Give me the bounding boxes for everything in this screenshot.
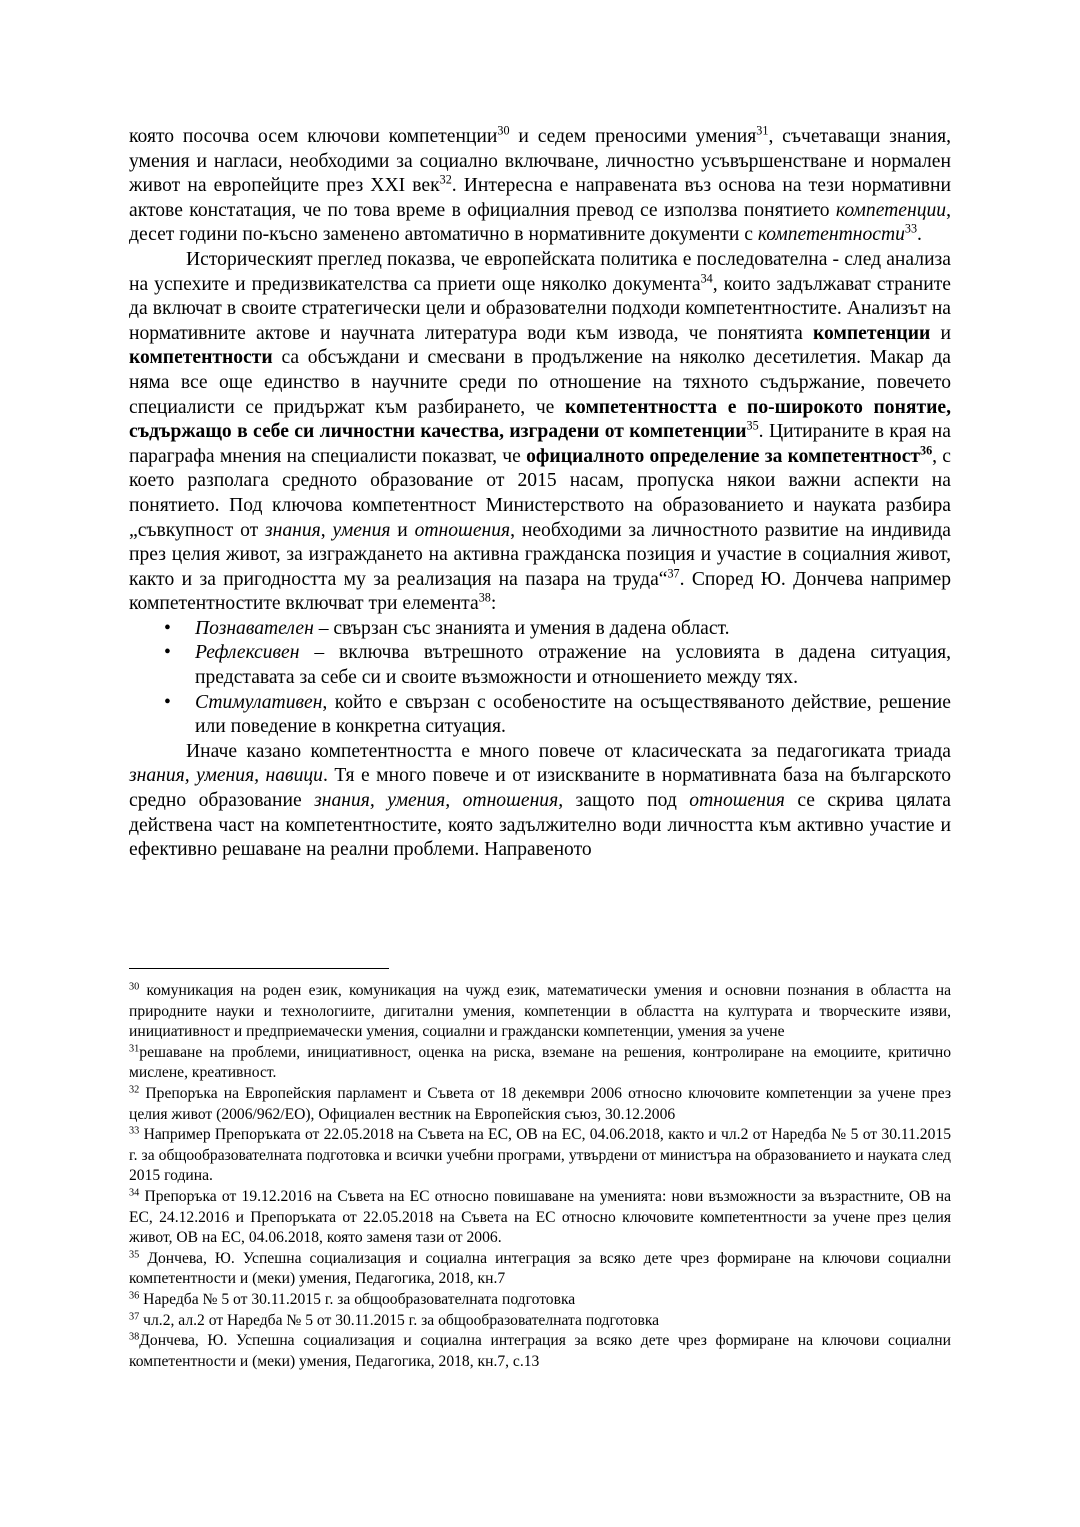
bold-term: компетентността е по-широкото понятие, съдържащо в себе си личностни качества, изградени от компетенции <box>129 396 951 443</box>
footnote <box>129 1187 951 1249</box>
footnote-text: Например Препоръката от 22.05.2018 на Съвета на ЕС, ОВ на ЕС, 04.06.2018, както и чл.2 от Наредба № 5 от 30.11.2015 г. за общообразователната подготовка и всички учебни програми, утвърдени от министъра на образованието и науката след 2015 година. <box>129 1126 951 1185</box>
text-run: . Цитираните в края на параграфа мнения на специалисти показват, че <box>129 421 951 467</box>
text-run: . Тя е много повече и от изискваните в нормативната база на българското средно образование <box>129 765 951 812</box>
text-run: . Според Ю. Дончева например компетентностите включват три елемента <box>129 568 951 615</box>
text-run: , който е свързан с особеностите на осъществяваното действие, решение или поведение в конкретна ситуация. <box>195 691 951 738</box>
italic-term: Стимулативен <box>195 691 323 713</box>
footnote-number: 30 <box>129 981 140 993</box>
italic-term: знания <box>265 519 321 541</box>
paragraph-1 <box>129 125 951 248</box>
text-run: която посочва осем ключови компетенции <box>129 126 498 147</box>
italic-term: умения <box>332 519 391 541</box>
footnote-text: Дончева, Ю. Успешна социализация и социална интеграция за всяко дете чрез формиране на ключови социални компетентности и (меки) умения, Педагогика, 2018, кн.7, с.13 <box>129 1332 951 1370</box>
footnote-number: 36 <box>129 1290 140 1302</box>
footnote-number: 32 <box>129 1084 140 1096</box>
italic-term: отношения <box>414 519 511 541</box>
footnote-ref: 36 <box>920 443 933 458</box>
footnote-ref: 30 <box>497 123 510 138</box>
text-run: се скрива цялата действена част на компетентностите, която задължително води личността към активно участие и ефективно решаване на реални проблеми. Направеното <box>129 790 951 861</box>
footnote-number: 31 <box>129 1043 140 1055</box>
footnote-text: Дончева, Ю. Успешна социализация и социална интеграция за всяко дете чрез формиране на ключови социални компетентности и (меки) умения, Педагогика, 2018, кн.7 <box>129 1249 951 1288</box>
footnote-number: 35 <box>129 1249 140 1261</box>
footnote-ref: 32 <box>439 172 452 187</box>
italic-term: знания, умения, отношения, <box>314 790 564 812</box>
footnote <box>129 1043 951 1084</box>
text-run: свързан със знанията и умения в дадена област. <box>328 617 730 639</box>
italic-term: компетентности <box>757 224 905 246</box>
footnote-number: 34 <box>129 1187 140 1199</box>
italic-term: Познавателен – <box>195 617 329 639</box>
footnote <box>129 1311 951 1332</box>
footnote-text: Наредба № 5 от 30.11.2015 г. за общообразователната подготовка <box>139 1290 576 1308</box>
text-run: включва вътрешното отражение на условията в дадена ситуация, представата за себе си и своите възможности и отношението между тях. <box>195 642 952 689</box>
bold-term: компетентности <box>129 347 273 369</box>
text-run: и седем преносими умения <box>509 126 757 147</box>
text-run: , <box>320 519 333 541</box>
italic-term: Рефлексивен – <box>195 642 325 664</box>
footnote <box>129 1084 951 1125</box>
text-run: , които задължават страните да включат в своите стратегически цели и образователни подходи компетентностите. Анализът на нормативните актове и научната литература води към извода, че понятията <box>129 273 951 344</box>
footnote <box>129 1331 951 1372</box>
footnote-ref: 37 <box>667 566 680 581</box>
footnote-number: 33 <box>129 1125 140 1137</box>
text-run: : <box>490 593 497 615</box>
footnote-separator <box>129 968 389 969</box>
footnote-text: Препоръка от 19.12.2016 на Съвета на ЕС относно повишаване на уменията: нови възможности за възрастните, ОВ на ЕС, 24.12.2016 и Препоръката от 22.05.2018 на Съвета на ЕС относно ключовите компетентности за учене през целия живот, ОВ на ЕС, 04.06.2018, която заменя тази от 2006. <box>129 1187 951 1247</box>
text-run: са обсъждани и смесвани в продължение на няколко десетилетия. Макар да няма все още единство в научните среди по отношение на тяхното съдържание, повечето специалисти се придържат към разбирането, че <box>129 347 951 418</box>
text-run: Иначе казано компетентността е много повече от класическата за педагогиката триада <box>186 740 951 762</box>
footnote-number: 37 <box>129 1310 140 1322</box>
text-run: . Интересна е направената въз основа на тези нормативни актове констатация, че по това време в официалния превод се използва понятието <box>129 175 952 221</box>
footnote-ref: 31 <box>756 123 769 138</box>
footnotes <box>129 981 951 1372</box>
footnote-ref: 33 <box>904 221 918 236</box>
bold-term: компетенции <box>813 322 931 344</box>
footnote <box>129 1125 951 1187</box>
text-run: Историческият преглед показва, че европейската политика е последователна - след анализа на успехите и предизвикателства са приети още няколко документа <box>129 248 951 295</box>
paragraph-3 <box>129 740 951 863</box>
footnote <box>129 1249 951 1290</box>
text-run: , необходими за личностното развитие на индивида през целия живот, за изграждането на активна гражданска позиция и участие в социалния живот, както и за пригодността му за реализация на пазара на труда“ <box>129 519 951 590</box>
text-run: защото под <box>563 790 690 812</box>
elements-list <box>129 617 951 740</box>
text-run: , с което разполага средното образование от 2015 насам, пропуска някои важни аспекти на понятието. Под ключова компетентност Министерството на образованието и науката разбира „съвкупност от <box>129 445 951 541</box>
footnote-text: комуникация на роден език, комуникация на чужд език, математически умения и основни познания в областта на природните науки и технологиите, дигитални умения, компетенции в областта на културата и творческите изяви, инициативност и предприемачески умения, социални и граждански компетенции, умения за учене <box>129 982 951 1041</box>
text-run: , десет години по-късно заменено автоматично в нормативните документи с <box>129 199 951 246</box>
footnote-ref: 34 <box>700 271 713 286</box>
footnote-text: решаване на проблеми, инициативност, оценка на риска, вземане на решения, контролиране на емоциите, критично мислене, креативност. <box>129 1043 951 1082</box>
list-item <box>195 691 951 740</box>
text-run: и <box>930 322 951 344</box>
text-run: и <box>390 519 415 541</box>
body-text <box>129 125 951 863</box>
italic-term: компетенции <box>835 199 947 221</box>
list-item <box>195 641 951 690</box>
footnote-text: Препоръка на Европейския парламент и Съвета от 18 декември 2006 относно ключовите компетенции за учене през целия живот (2006/962/ЕО), Официален вестник на Европейския съюз, 30.12.2006 <box>129 1084 951 1123</box>
italic-term: знания, умения, навици <box>129 765 323 787</box>
footnote-ref: 38 <box>478 590 491 605</box>
italic-term: отношения <box>689 790 785 812</box>
footnote-ref: 35 <box>746 418 759 433</box>
text-run: , съчетаващи знания, умения и нагласи, необходими за социално включване, личностно усъвършенстване и нормален живот на европейците през XXI век <box>129 126 951 197</box>
bold-term: официалното определение за компетентност <box>526 445 921 467</box>
list-item <box>195 617 951 642</box>
footnote-number: 38 <box>129 1331 140 1343</box>
footnote <box>129 981 951 1043</box>
text-run: . <box>917 224 922 246</box>
footnote-text: чл.2, ал.2 от Наредба № 5 от 30.11.2015 г. за общообразователната подготовка <box>139 1311 660 1329</box>
footnote <box>129 1290 951 1311</box>
paragraph-2 <box>129 248 951 617</box>
